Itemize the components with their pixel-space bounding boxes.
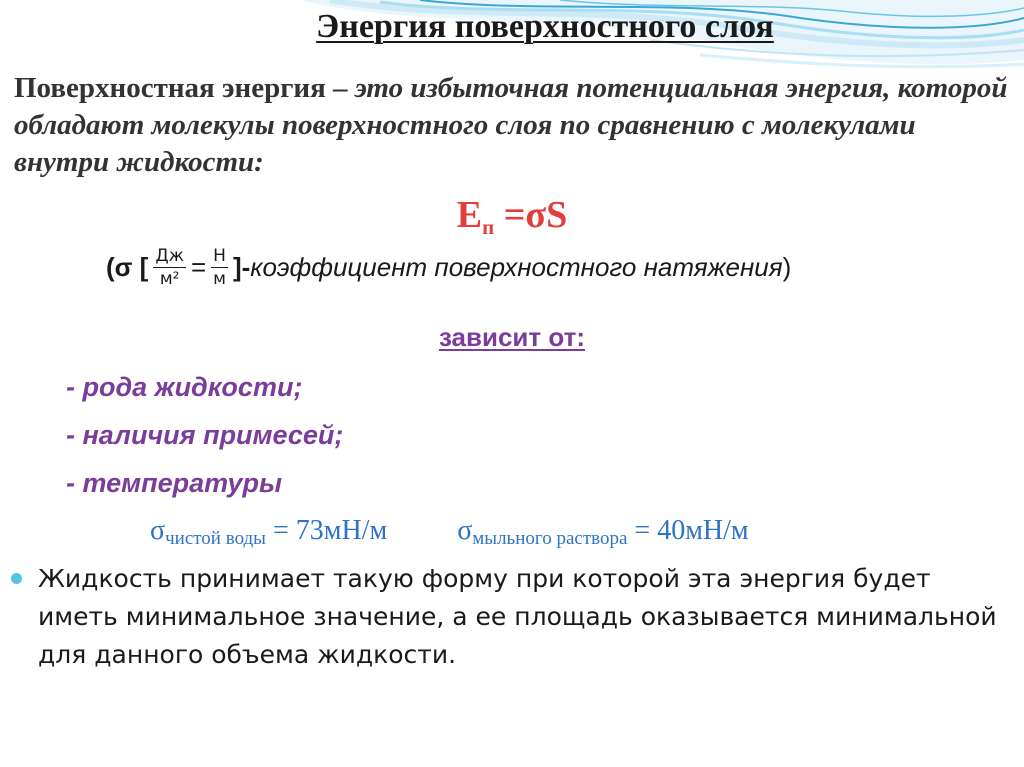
- definition-paragraph: [14, 70, 1014, 181]
- bullet-text: Жидкость принимает такую форму при которой эта энергия будет иметь минимальное значение, а ее площадь оказывается минимальной для данного объема жидкости.: [38, 564, 997, 669]
- slide-title: Энергия поверхностного слоя: [316, 8, 774, 45]
- sigma-water-symbol: σ: [150, 515, 166, 546]
- formula-rhs: =σS: [494, 194, 568, 236]
- sigma-soap-symbol: σ: [457, 515, 473, 546]
- factor-item: - рода жидкости;: [66, 372, 303, 402]
- unit-fraction-newton-den: м: [213, 269, 226, 289]
- coef-equals: =: [190, 252, 207, 282]
- coef-end: ): [782, 252, 792, 282]
- unit-fraction-newton: [211, 245, 228, 290]
- bullet-item: [12, 560, 1012, 674]
- coef-description: коэффициент поверхностного натяжения: [250, 252, 783, 282]
- coef-open: (σ [: [106, 252, 149, 282]
- depends-on-heading: зависит от:: [438, 322, 586, 352]
- unit-fraction-newton-num: Н: [213, 246, 226, 266]
- formula-lhs: E: [456, 194, 483, 236]
- unit-fraction-joule-den: м²: [159, 269, 180, 289]
- coef-close: ]-: [232, 252, 251, 282]
- definition-term: Поверхностная энергия –: [14, 72, 355, 104]
- sigma-soap-value: = 40мН/м: [627, 515, 749, 546]
- coefficient-line: [106, 245, 791, 290]
- sigma-soap-sub: мыльного раствора: [472, 528, 628, 549]
- energy-formula: [0, 193, 1024, 240]
- bullet-dot-icon: [11, 573, 22, 584]
- definition-text: это избыточная потенциальная энергия, которой обладают молекулы поверхностного слоя по сравнению с молекулами внутри жидкости:: [14, 72, 1008, 178]
- unit-fraction-joule: [153, 245, 186, 290]
- factor-item: - наличия примесей;: [66, 420, 344, 450]
- sigma-values: [150, 515, 749, 550]
- sigma-water-value: = 73мН/м: [265, 515, 388, 546]
- formula-subscript: п: [482, 215, 495, 239]
- sigma-water-sub: чистой воды: [165, 528, 266, 549]
- unit-fraction-joule-num: Дж: [155, 246, 184, 266]
- factor-item: - температуры: [66, 468, 283, 498]
